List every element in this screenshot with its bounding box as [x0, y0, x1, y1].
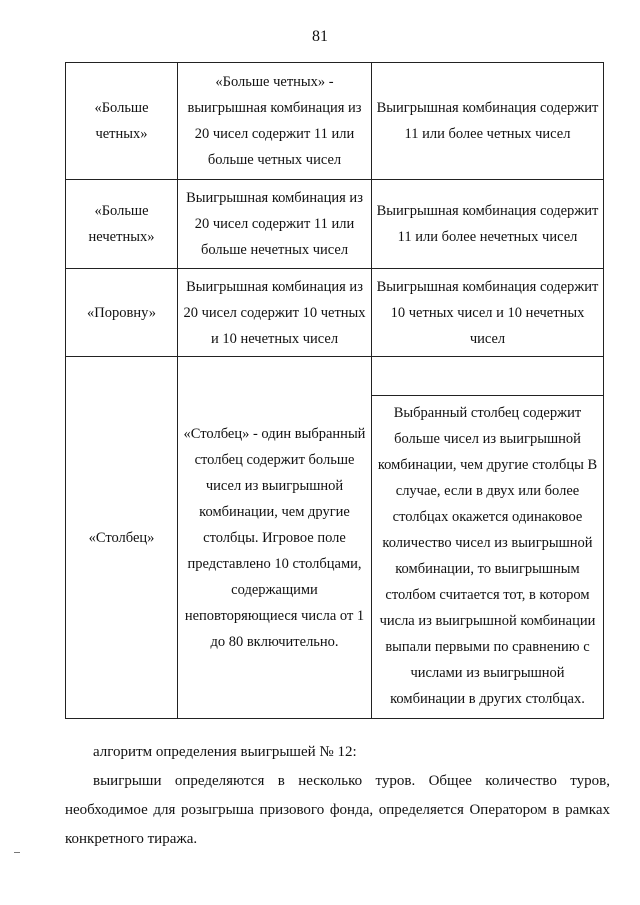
algorithm-heading: алгоритм определения выигрышей № 12:: [93, 744, 357, 760]
combination-description: Выигрышная комбинация из 20 чисел содержит 10 четных и 10 нечетных чисел: [178, 269, 372, 357]
combination-description: «Столбец» - один выбранный столбец содержит больше чисел из выигрышной комбинации, чем другие столбцы. Игровое поле представлено 10 столбцами, содержащими неповторяющиеся числа от 1 до 80 включительно.: [178, 357, 372, 719]
table-row: [66, 357, 604, 719]
scan-mark: [14, 852, 20, 853]
table-row: [66, 180, 604, 269]
table-row: [66, 63, 604, 180]
combination-condition: Выбранный столбец содержит больше чисел из выигрышной комбинации, чем другие столбцы В случае, если в двух или более столбцах окажется одинаковое количество чисел из выигрышной комбинации, то выигрышным столбом считается тот, в котором числа из выигрышной комбинации выпали первыми по сравнению с числами из выигрышной комбинации в других столбцах.: [377, 405, 598, 707]
rules-table: [65, 62, 604, 719]
combination-condition-cell: [372, 357, 604, 719]
combination-description: «Больше четных» - выигрышная комбинация из 20 чисел содержит 11 или больше четных чисел: [178, 63, 372, 180]
combination-name: «Больше четных»: [66, 63, 178, 180]
table-row: [66, 269, 604, 357]
page-number: 81: [312, 28, 328, 45]
combination-name: «Поровну»: [66, 269, 178, 357]
combination-condition: Выигрышная комбинация содержит 11 или более четных чисел: [372, 63, 604, 180]
combination-name: «Больше нечетных»: [66, 180, 178, 269]
empty-subcell: [372, 357, 603, 396]
combination-description: Выигрышная комбинация из 20 чисел содержит 11 или больше нечетных чисел: [178, 180, 372, 269]
combination-condition: Выигрышная комбинация содержит 11 или более нечетных чисел: [372, 180, 604, 269]
combination-condition: Выигрышная комбинация содержит 10 четных чисел и 10 нечетных чисел: [372, 269, 604, 357]
algorithm-paragraph: выигрыши определяются в несколько туров. Общее количество туров, необходимое для розыгрыша призового фонда, определяется Оператором в рамках конкретного тиража.: [65, 773, 610, 847]
combination-name: «Столбец»: [66, 357, 178, 719]
